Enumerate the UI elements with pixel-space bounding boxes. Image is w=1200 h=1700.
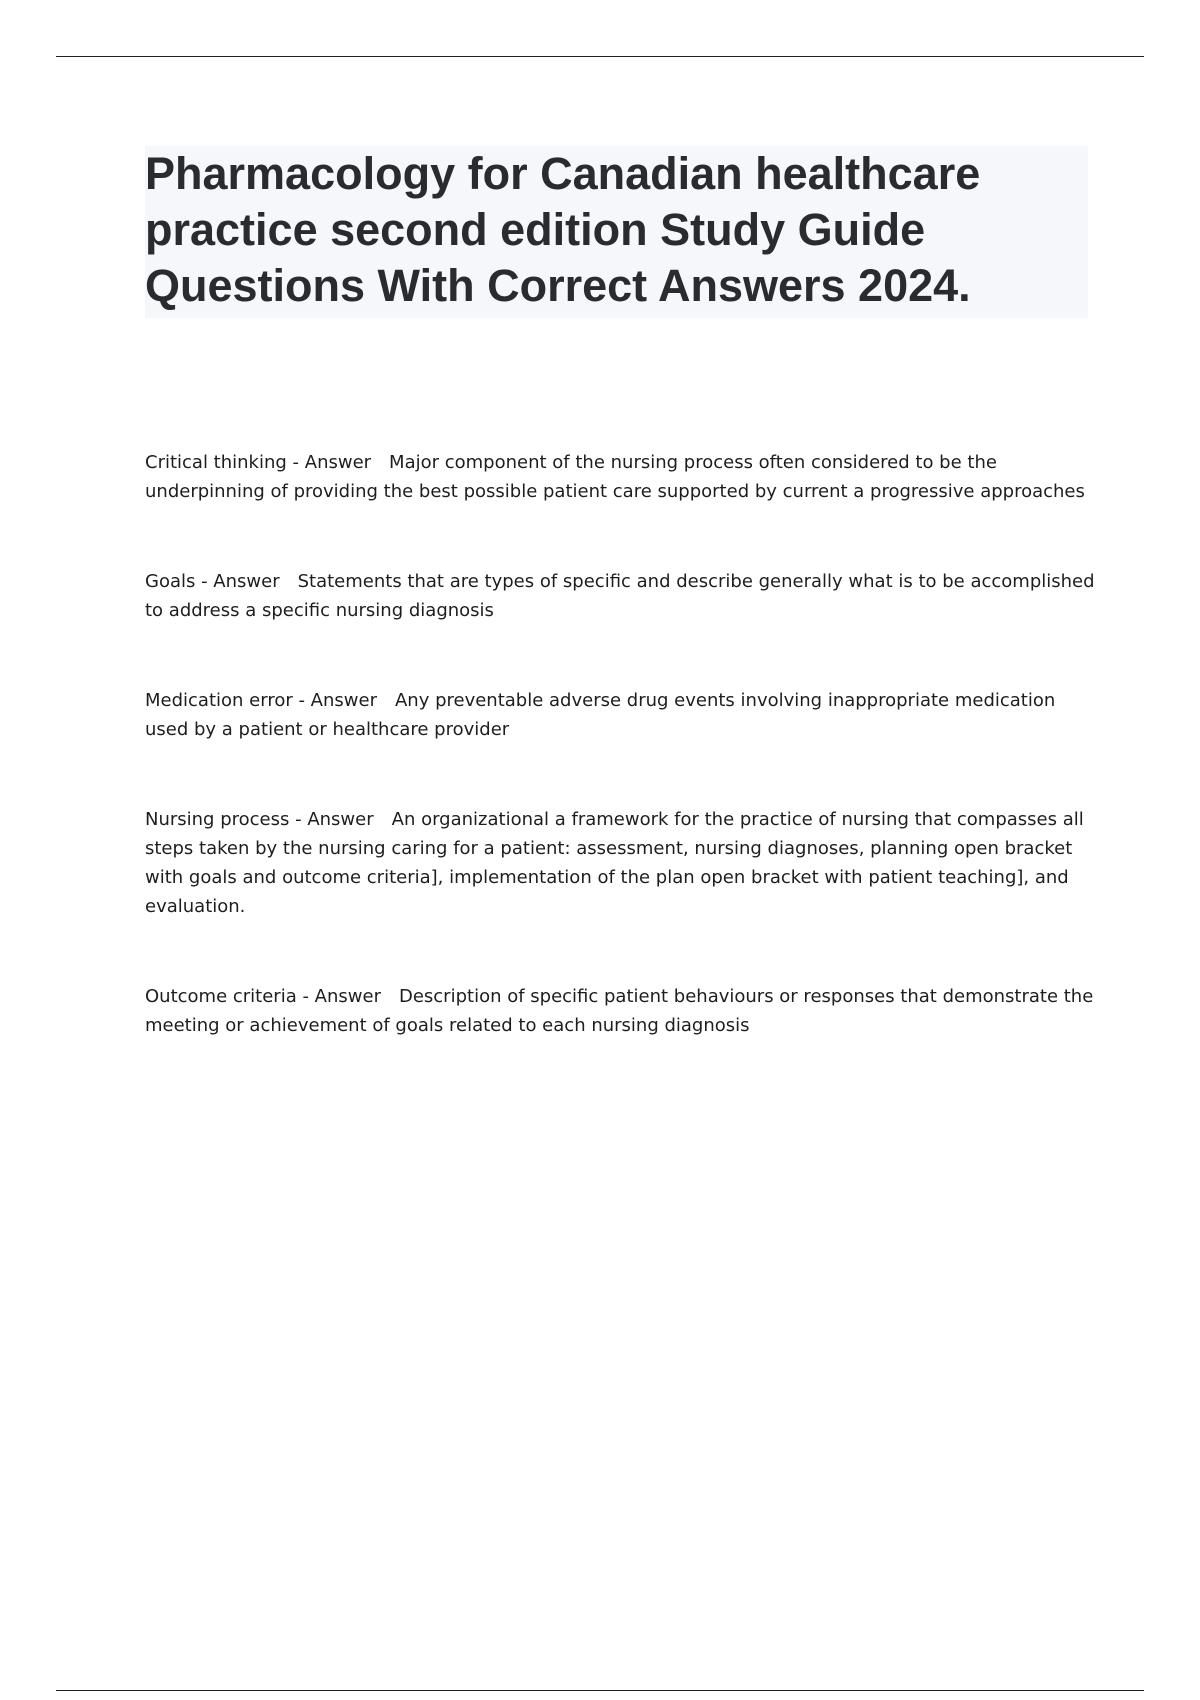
title-block	[145, 146, 1088, 318]
qa-term: Medication error - Answer	[145, 690, 377, 711]
qa-answer: An organizational a framework for the practice of nursing that compasses all steps taken by the nursing caring for a patient: assessment, nursing diagnoses, planning open bracket with goals and outcome criteria], implementation of the plan open bracket with patient teaching], and evaluation.	[145, 809, 1084, 917]
top-rule	[56, 56, 1144, 57]
qa-term: Nursing process - Answer	[145, 809, 374, 830]
qa-item	[145, 448, 1095, 506]
qa-item	[145, 686, 1095, 744]
qa-answer: Major component of the nursing process often considered to be the underpinning of providing the best possible patient care supported by current a progressive approaches	[145, 452, 1085, 502]
qa-item	[145, 982, 1095, 1040]
document-title: Pharmacology for Canadian healthcare practice second edition Study Guide Questions With Correct Answers 2024.	[145, 148, 981, 311]
qa-item	[145, 567, 1095, 625]
qa-term: Critical thinking - Answer	[145, 452, 372, 473]
qa-list	[145, 448, 1095, 1101]
qa-answer: Any preventable adverse drug events involving inappropriate medication used by a patient or healthcare provider	[145, 690, 1056, 740]
qa-term: Outcome criteria - Answer	[145, 986, 381, 1007]
qa-item	[145, 805, 1095, 921]
qa-answer: Description of specific patient behaviours or responses that demonstrate the meeting or achievement of goals related to each nursing diagnosis	[145, 986, 1094, 1036]
bottom-rule	[56, 1690, 1144, 1691]
qa-answer: Statements that are types of specific and describe generally what is to be accomplished to address a specific nursing diagnosis	[145, 571, 1095, 621]
qa-term: Goals - Answer	[145, 571, 280, 592]
